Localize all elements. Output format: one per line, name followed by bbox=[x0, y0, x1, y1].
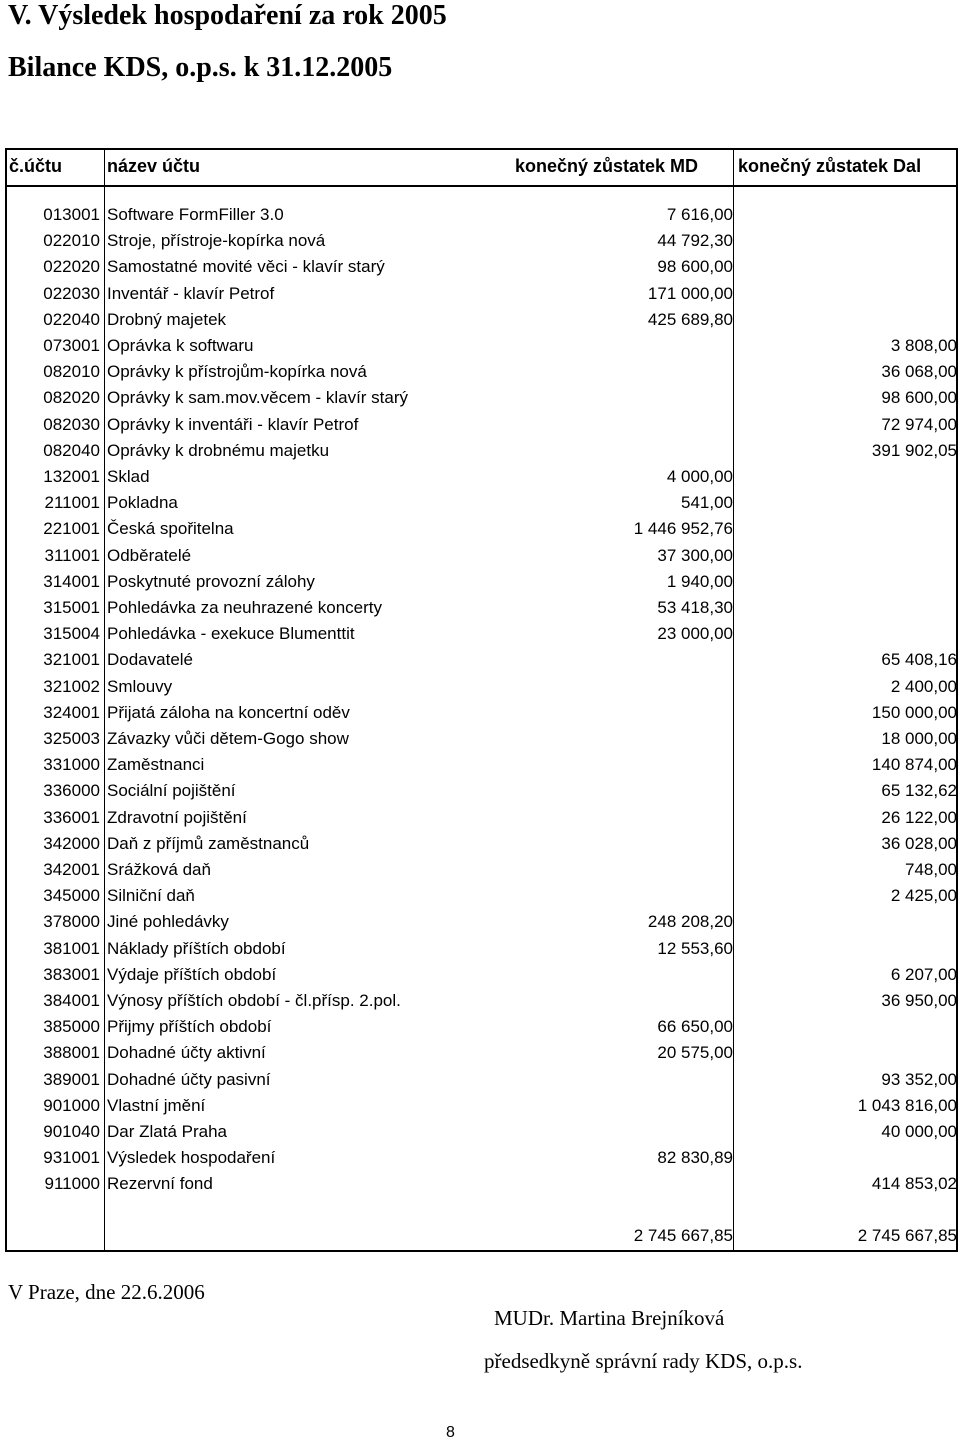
table-row bbox=[7, 778, 956, 804]
balance-md bbox=[505, 333, 733, 359]
table-row bbox=[7, 1040, 956, 1066]
account-name: Přijatá záloha na koncertní oděv bbox=[107, 702, 350, 722]
account-number: 315001 bbox=[43, 598, 100, 617]
balance-dal bbox=[731, 490, 957, 516]
table-row bbox=[7, 254, 956, 280]
balance-md bbox=[505, 883, 733, 909]
balance-md: 98 600,00 bbox=[657, 257, 733, 277]
table-row bbox=[7, 936, 956, 962]
account-number: 022030 bbox=[43, 283, 100, 303]
balance-dal bbox=[731, 909, 957, 935]
account-name: Stroje, přístroje-kopírka nová bbox=[107, 231, 326, 251]
table-row bbox=[7, 412, 956, 438]
account-number: 321001 bbox=[43, 650, 100, 670]
balance-md bbox=[505, 700, 733, 726]
account-name: Dohadné účty pasivní bbox=[107, 1069, 271, 1089]
balance-dal: 2 400,00 bbox=[890, 676, 957, 696]
table-row bbox=[7, 805, 956, 831]
totals-row bbox=[7, 1223, 956, 1249]
balance-dal bbox=[731, 1014, 957, 1040]
account-name: Oprávky k drobnému majetku bbox=[107, 440, 330, 460]
balance-md bbox=[505, 359, 733, 385]
table-row bbox=[7, 621, 956, 647]
account-name: Závazky vůči dětem-Gogo show bbox=[107, 729, 349, 748]
account-number: 022040 bbox=[43, 309, 100, 329]
account-name: Software FormFiller 3.0 bbox=[107, 205, 284, 224]
balance-dal: 6 207,00 bbox=[890, 964, 957, 984]
balance-dal bbox=[731, 202, 957, 228]
balance-dal bbox=[731, 516, 957, 542]
balance-dal: 2 425,00 bbox=[890, 886, 957, 906]
column-header-dal: konečný zůstatek Dal bbox=[738, 156, 922, 176]
account-number: 082010 bbox=[43, 362, 100, 382]
account-name: Zaměstnanci bbox=[107, 755, 205, 775]
account-name: Smlouvy bbox=[107, 676, 173, 696]
account-name: Náklady příštích období bbox=[107, 938, 286, 958]
balance-dal bbox=[731, 307, 957, 333]
balance-md: 171 000,00 bbox=[647, 283, 733, 303]
account-number: 388001 bbox=[43, 1043, 100, 1063]
balance-md bbox=[505, 831, 733, 857]
balance-dal bbox=[731, 254, 957, 280]
balance-dal bbox=[731, 1040, 957, 1066]
balance-md bbox=[505, 988, 733, 1014]
account-name: Zdravotní pojištění bbox=[107, 807, 247, 827]
balance-md: 82 830,89 bbox=[657, 1148, 733, 1168]
account-number: 901040 bbox=[43, 1122, 100, 1141]
account-number: 315004 bbox=[43, 624, 100, 644]
table-row bbox=[7, 359, 956, 385]
balance-md: 248 208,20 bbox=[647, 912, 733, 932]
table-row bbox=[7, 752, 956, 778]
balance-dal bbox=[731, 464, 957, 490]
table-row bbox=[7, 490, 956, 516]
page-title: V. Výsledek hospodaření za rok 2005 bbox=[8, 0, 447, 31]
balance-dal bbox=[731, 1145, 957, 1171]
table-row bbox=[7, 281, 956, 307]
account-number: 082040 bbox=[43, 440, 100, 460]
account-name: Daň z příjmů zaměstnanců bbox=[107, 833, 310, 853]
balance-dal bbox=[731, 569, 957, 595]
table-row bbox=[7, 647, 956, 673]
table-row bbox=[7, 307, 956, 333]
table-row bbox=[7, 1145, 956, 1171]
account-name: Dohadné účty aktivní bbox=[107, 1043, 266, 1063]
balance-md bbox=[505, 1171, 733, 1197]
balance-dal: 391 902,05 bbox=[871, 440, 957, 460]
account-number: 082020 bbox=[43, 388, 100, 408]
balance-dal bbox=[731, 595, 957, 621]
account-name: Pohledávka - exekuce Blumenttit bbox=[107, 624, 355, 644]
balance-dal: 3 808,00 bbox=[890, 336, 957, 355]
table-row bbox=[7, 700, 956, 726]
account-number: 324001 bbox=[43, 702, 100, 722]
account-number: 132001 bbox=[43, 467, 100, 486]
signer-name: MUDr. Martina Brejníková bbox=[494, 1306, 725, 1330]
balance-dal: 36 950,00 bbox=[881, 991, 957, 1010]
column-header-name: název účtu bbox=[107, 156, 201, 176]
account-number: 381001 bbox=[43, 938, 100, 958]
table-row bbox=[7, 1119, 956, 1145]
balance-md: 1 940,00 bbox=[666, 571, 733, 591]
account-number: 311001 bbox=[44, 545, 100, 565]
account-number: 342001 bbox=[43, 860, 100, 879]
account-name: Výnosy příštích období - čl.přísp. 2.pol. bbox=[107, 991, 401, 1010]
balance-md bbox=[505, 857, 733, 883]
account-number: 325003 bbox=[43, 729, 100, 748]
balance-md bbox=[505, 412, 733, 438]
account-name: Oprávky k přístrojům-kopírka nová bbox=[107, 362, 367, 382]
account-number: 383001 bbox=[43, 964, 100, 984]
balance-dal: 65 132,62 bbox=[881, 781, 957, 801]
balance-md: 66 650,00 bbox=[657, 1017, 733, 1037]
account-number: 336000 bbox=[43, 781, 100, 801]
balance-md bbox=[505, 1093, 733, 1119]
balance-dal: 18 000,00 bbox=[881, 729, 957, 748]
account-name: Dodavatelé bbox=[107, 650, 194, 670]
table-row bbox=[7, 438, 956, 464]
table-row bbox=[7, 1067, 956, 1093]
account-number: 931001 bbox=[43, 1148, 100, 1168]
table-row bbox=[7, 202, 956, 228]
balance-md: 4 000,00 bbox=[666, 467, 733, 486]
account-name: Oprávka k softwaru bbox=[107, 336, 254, 355]
balance-dal: 36 068,00 bbox=[881, 362, 957, 382]
table-row bbox=[7, 516, 956, 542]
table-row bbox=[7, 228, 956, 254]
table-row bbox=[7, 333, 956, 359]
balance-dal: 414 853,02 bbox=[871, 1174, 957, 1194]
account-name: Přijmy příštích období bbox=[107, 1017, 272, 1037]
account-name: Srážková daň bbox=[107, 860, 211, 879]
account-number: 022010 bbox=[43, 231, 100, 251]
account-name: Odběratelé bbox=[107, 545, 192, 565]
balance-dal: 72 974,00 bbox=[881, 414, 957, 434]
balance-md: 37 300,00 bbox=[657, 545, 733, 565]
balance-md: 541,00 bbox=[681, 493, 733, 513]
balance-md: 53 418,30 bbox=[657, 598, 733, 617]
table-row bbox=[7, 883, 956, 909]
table-row bbox=[7, 385, 956, 411]
account-number: 336001 bbox=[43, 807, 100, 827]
account-name: Vlastní jmění bbox=[107, 1095, 206, 1115]
total-dal: 2 745 667,85 bbox=[857, 1226, 957, 1245]
balance-dal bbox=[731, 936, 957, 962]
balance-dal: 98 600,00 bbox=[881, 388, 957, 408]
column-header-md: konečný zůstatek MD bbox=[515, 156, 699, 176]
account-number: 911000 bbox=[44, 1174, 100, 1194]
table-row bbox=[7, 831, 956, 857]
balance-md: 1 446 952,76 bbox=[633, 519, 733, 539]
account-number: 013001 bbox=[43, 205, 100, 224]
balance-md bbox=[505, 1119, 733, 1145]
account-name: Drobný majetek bbox=[107, 309, 227, 329]
table-row bbox=[7, 1014, 956, 1040]
balance-md bbox=[505, 778, 733, 804]
table-row bbox=[7, 962, 956, 988]
balance-dal bbox=[731, 621, 957, 647]
account-name: Česká spořitelna bbox=[107, 519, 234, 539]
table-row bbox=[7, 1093, 956, 1119]
account-name: Samostatné movité věci - klavír starý bbox=[107, 257, 385, 277]
balance-dal bbox=[731, 281, 957, 307]
table-row bbox=[7, 857, 956, 883]
table-row bbox=[7, 1171, 956, 1197]
balance-dal: 93 352,00 bbox=[881, 1069, 957, 1089]
header-divider bbox=[7, 185, 956, 187]
table-row bbox=[7, 569, 956, 595]
balance-table bbox=[5, 148, 958, 1252]
balance-md bbox=[505, 962, 733, 988]
balance-md: 23 000,00 bbox=[657, 624, 733, 644]
account-number: 073001 bbox=[43, 336, 100, 355]
account-number: 314001 bbox=[43, 571, 100, 591]
account-name: Jiné pohledávky bbox=[107, 912, 229, 932]
account-number: 378000 bbox=[43, 912, 100, 932]
balance-md: 425 689,80 bbox=[647, 309, 733, 329]
account-name: Oprávky k sam.mov.věcem - klavír starý bbox=[107, 388, 409, 408]
account-number: 022020 bbox=[43, 257, 100, 277]
balance-dal: 1 043 816,00 bbox=[857, 1095, 957, 1115]
column-header-account: č.účtu bbox=[9, 156, 63, 176]
account-name: Sklad bbox=[107, 467, 150, 486]
account-name: Sociální pojištění bbox=[107, 781, 236, 801]
balance-dal bbox=[731, 543, 957, 569]
total-md: 2 745 667,85 bbox=[633, 1226, 733, 1245]
account-number: 384001 bbox=[43, 991, 100, 1010]
account-name: Poskytnuté provozní zálohy bbox=[107, 571, 315, 591]
balance-md bbox=[505, 647, 733, 673]
balance-md bbox=[505, 752, 733, 778]
balance-dal: 40 000,00 bbox=[881, 1122, 957, 1141]
account-name: Výdaje příštích období bbox=[107, 964, 277, 984]
table-row bbox=[7, 988, 956, 1014]
account-number: 345000 bbox=[43, 886, 100, 906]
balance-dal: 140 874,00 bbox=[871, 755, 957, 775]
table-row bbox=[7, 464, 956, 490]
account-number: 901000 bbox=[43, 1095, 100, 1115]
account-name: Silniční daň bbox=[107, 886, 195, 906]
account-number: 211001 bbox=[44, 493, 100, 513]
account-number: 331000 bbox=[43, 755, 100, 775]
page-number: 8 bbox=[446, 1424, 455, 1441]
table-row bbox=[7, 726, 956, 752]
table-row bbox=[7, 909, 956, 935]
table-row bbox=[7, 543, 956, 569]
table-row bbox=[7, 674, 956, 700]
account-name: Inventář - klavír Petrof bbox=[107, 283, 275, 303]
account-number: 389001 bbox=[43, 1069, 100, 1089]
balance-dal: 36 028,00 bbox=[881, 833, 957, 853]
account-name: Pohledávka za neuhrazené koncerty bbox=[107, 598, 383, 617]
balance-md bbox=[505, 438, 733, 464]
account-name: Pokladna bbox=[107, 493, 178, 513]
balance-dal bbox=[731, 228, 957, 254]
balance-md: 7 616,00 bbox=[666, 205, 733, 224]
page-subtitle: Bilance KDS, o.p.s. k 31.12.2005 bbox=[8, 52, 393, 83]
balance-md bbox=[505, 674, 733, 700]
balance-dal: 150 000,00 bbox=[871, 702, 957, 722]
balance-dal: 26 122,00 bbox=[881, 807, 957, 827]
account-number: 385000 bbox=[43, 1017, 100, 1037]
balance-dal: 748,00 bbox=[905, 860, 957, 879]
account-number: 342000 bbox=[43, 833, 100, 853]
account-name: Dar Zlatá Praha bbox=[107, 1122, 227, 1141]
account-name: Oprávky k inventáři - klavír Petrof bbox=[107, 414, 359, 434]
balance-md: 20 575,00 bbox=[657, 1043, 733, 1063]
balance-md bbox=[505, 726, 733, 752]
account-name: Výsledek hospodaření bbox=[107, 1148, 276, 1168]
balance-md: 44 792,30 bbox=[657, 231, 733, 251]
signer-role: předsedkyně správní rady KDS, o.p.s. bbox=[484, 1349, 803, 1373]
account-number: 082030 bbox=[43, 414, 100, 434]
balance-md bbox=[505, 1067, 733, 1093]
balance-md bbox=[505, 385, 733, 411]
balance-md: 12 553,60 bbox=[657, 938, 733, 958]
account-number: 321002 bbox=[43, 676, 100, 696]
balance-dal: 65 408,16 bbox=[881, 650, 957, 670]
balance-md bbox=[505, 805, 733, 831]
account-name: Rezervní fond bbox=[107, 1174, 213, 1194]
table-row bbox=[7, 595, 956, 621]
place-and-date: V Praze, dne 22.6.2006 bbox=[8, 1280, 205, 1304]
account-number: 221001 bbox=[43, 519, 100, 539]
